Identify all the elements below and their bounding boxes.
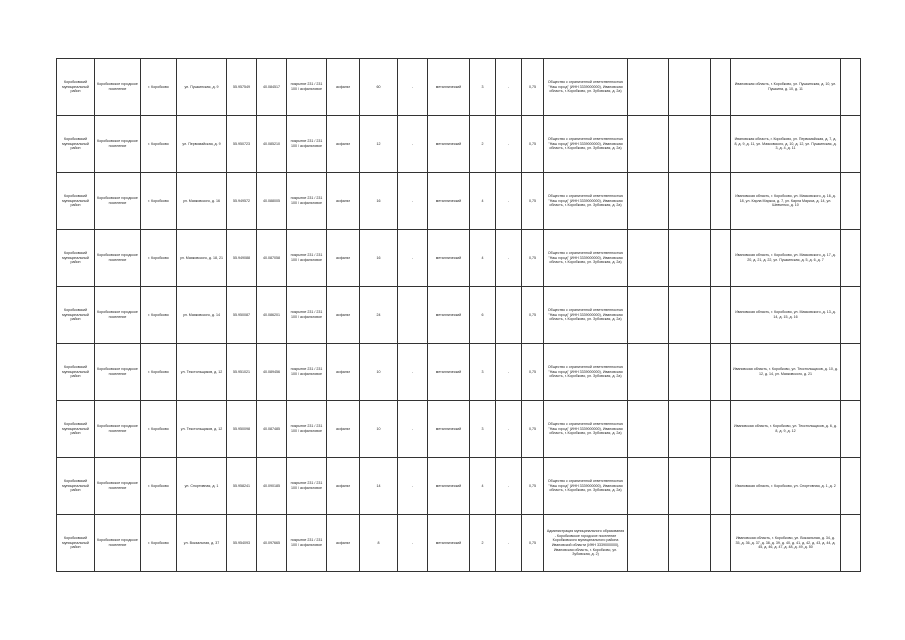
district-cell: Коробковский муниципальный район <box>57 230 95 287</box>
surface-cell: покрытие 231 / 231 100 / асфальтовое <box>287 515 327 572</box>
surface-type-cell: асфальт <box>327 59 360 116</box>
empty-cell <box>711 287 731 344</box>
table-row <box>57 116 861 173</box>
address-cell: ул. Спортивная, д. 1 <box>177 458 227 515</box>
placeholder-cell: - <box>496 116 522 173</box>
placeholder-cell: - <box>496 173 522 230</box>
placeholder-cell: - <box>496 515 522 572</box>
locality-cell: г. Коробково <box>141 116 177 173</box>
settlement-cell: Коробковское городское поселение <box>95 173 141 230</box>
area-cell: 12 <box>360 116 398 173</box>
area-cell: 14 <box>360 458 398 515</box>
latitude-cell: 55.950723 <box>227 116 257 173</box>
empty-cell <box>669 173 711 230</box>
placeholder-cell: - <box>398 116 428 173</box>
locality-cell: г. Коробково <box>141 59 177 116</box>
empty-cell <box>669 344 711 401</box>
longitude-cell: 40.088005 <box>257 173 287 230</box>
address-cell: ул. Вокзальная, д. 37 <box>177 515 227 572</box>
empty-cell <box>841 173 861 230</box>
placeholder-cell <box>398 287 428 344</box>
longitude-cell: 40.090185 <box>257 458 287 515</box>
placeholder-cell: - <box>398 173 428 230</box>
district-cell: Коробковский муниципальный район <box>57 401 95 458</box>
container-count-cell: 3 <box>470 59 496 116</box>
surface-cell: покрытие 231 / 231 100 / асфальтовое <box>287 230 327 287</box>
served-addresses-cell: Ивановская область, г. Коробково, ул. Пушкинская, д. 10, ул. Пушкина, д. 10, д. 11 <box>731 59 841 116</box>
placeholder-cell: - <box>398 458 428 515</box>
empty-cell <box>841 344 861 401</box>
district-cell: Коробковский муниципальный район <box>57 515 95 572</box>
empty-cell <box>711 401 731 458</box>
settlement-cell: Коробковское городское поселение <box>95 59 141 116</box>
served-addresses-cell: Ивановская область, г. Коробково, ул. Вокзальная, д. 34, д. 35, д. 36, д. 37, д. 38, д. 39, д. 40, д. 41, д. 42, д. 43, д. 44, д. 45, д. 46, д. 47, д. 48, д. 49, д. 50 <box>731 515 841 572</box>
empty-cell <box>841 401 861 458</box>
volume-cell: 0,75 <box>522 173 544 230</box>
surface-cell: покрытие 231 / 231 100 / асфальтовое <box>287 401 327 458</box>
district-cell: Коробковский муниципальный район <box>57 458 95 515</box>
area-cell: 16 <box>360 173 398 230</box>
placeholder-cell: - <box>496 230 522 287</box>
container-type-cell: металлический <box>428 515 470 572</box>
placeholder-cell <box>496 287 522 344</box>
container-type-cell: металлический <box>428 230 470 287</box>
container-count-cell: 2 <box>470 116 496 173</box>
empty-cell <box>841 59 861 116</box>
surface-cell: покрытие 231 / 231 100 / асфальтовое <box>287 116 327 173</box>
area-cell: 16 <box>360 230 398 287</box>
address-cell: ул. Маяковского, д. 18, 21 <box>177 230 227 287</box>
served-addresses-cell: Ивановская область, г. Коробково, ул. Маяковского, д. 13, д. 14, д. 15, д. 16 <box>731 287 841 344</box>
longitude-cell: 40.097665 <box>257 515 287 572</box>
container-count-cell: 4 <box>470 230 496 287</box>
empty-cell <box>711 515 731 572</box>
table-row <box>57 344 861 401</box>
owner-cell: Общество с ограниченной ответственностью "Наш город" (ИНН 3339000000), Ивановская область, г. Коробково, ул. Зубовская, д. 2а) <box>544 173 628 230</box>
container-type-cell: металлический <box>428 401 470 458</box>
empty-cell <box>628 116 669 173</box>
district-cell: Коробковский муниципальный район <box>57 287 95 344</box>
locality-cell: г. Коробково <box>141 401 177 458</box>
empty-cell <box>628 344 669 401</box>
empty-cell <box>841 458 861 515</box>
latitude-cell: 55.951021 <box>227 344 257 401</box>
container-count-cell: 4 <box>470 458 496 515</box>
empty-cell <box>711 344 731 401</box>
served-addresses-cell: Ивановская область, г. Коробково, ул. Маяковского, д. 17, д. 20, д. 21, д. 22, ул. Пушкинская, д. 5, д. 6, д. 7 <box>731 230 841 287</box>
table-row <box>57 401 861 458</box>
container-type-cell: металлический <box>428 173 470 230</box>
empty-cell <box>841 230 861 287</box>
district-cell: Коробковский муниципальный район <box>57 116 95 173</box>
owner-cell: Общество с ограниченной ответственностью "Наш город" (ИНН 3339000000), Ивановская область, г. Коробково, ул. Зубовская, д. 2а) <box>544 230 628 287</box>
empty-cell <box>669 59 711 116</box>
surface-type-cell: асфальт <box>327 458 360 515</box>
surface-type-cell: асфальт <box>327 173 360 230</box>
longitude-cell: 40.084517 <box>257 59 287 116</box>
served-addresses-cell: Ивановская область, г. Коробково, ул. Маяковского, д. 16, д. 18, ул. Карла Маркса, д. 7, ул. Карла Маркса, д. 14, ул. Шевченко, д. 10 <box>731 173 841 230</box>
surface-cell: покрытие 231 / 231 100 / асфальтовое <box>287 287 327 344</box>
placeholder-cell: - <box>398 344 428 401</box>
locality-cell: г. Коробково <box>141 287 177 344</box>
empty-cell <box>711 230 731 287</box>
district-cell: Коробковский муниципальный район <box>57 344 95 401</box>
district-cell: Коробковский муниципальный район <box>57 59 95 116</box>
settlement-cell: Коробковское городское поселение <box>95 230 141 287</box>
empty-cell <box>628 230 669 287</box>
volume-cell: 0,75 <box>522 59 544 116</box>
served-addresses-cell: Ивановская область, г. Коробково, ул. Первомайская, д. 7, д. 8, д. 9, д. 11, ул. Маяковского, д. 10, д. 12, ул. Пушкинская, д. 3, д. 4, д. 11 <box>731 116 841 173</box>
container-count-cell: 2 <box>470 515 496 572</box>
empty-cell <box>841 287 861 344</box>
settlement-cell: Коробковское городское поселение <box>95 287 141 344</box>
empty-cell <box>628 173 669 230</box>
longitude-cell: 40.085210 <box>257 116 287 173</box>
latitude-cell: 55.954093 <box>227 515 257 572</box>
longitude-cell: 40.087485 <box>257 401 287 458</box>
waste-sites-registry-table <box>56 58 861 572</box>
table-row <box>57 515 861 572</box>
empty-cell <box>841 116 861 173</box>
container-count-cell: 3 <box>470 401 496 458</box>
empty-cell <box>669 458 711 515</box>
owner-cell: Администрация муниципального образования - Коробковское городское поселение Коробковского муниципального района Ивановской области (ИНН 3339000000), Ивановская область, г. Коробково, ул. Зубовская, д. 2) <box>544 515 628 572</box>
owner-cell: Общество с ограниченной ответственностью "Наш город" (ИНН 3339000000), Ивановская область, г. Коробково, ул. Зубовская, д. 2а) <box>544 59 628 116</box>
surface-type-cell: асфальт <box>327 344 360 401</box>
empty-cell <box>711 173 731 230</box>
surface-cell: покрытие 231 / 231 100 / асфальтовое <box>287 59 327 116</box>
container-type-cell: металлический <box>428 344 470 401</box>
volume-cell: 0,75 <box>522 344 544 401</box>
surface-type-cell: асфальт <box>327 401 360 458</box>
locality-cell: г. Коробково <box>141 458 177 515</box>
container-type-cell: металлический <box>428 287 470 344</box>
empty-cell <box>628 401 669 458</box>
owner-cell: Общество с ограниченной ответственностью "Наш город" (ИНН 3339000000), Ивановская область, г. Коробково, ул. Зубовская, д. 2а) <box>544 401 628 458</box>
volume-cell: 0,75 <box>522 287 544 344</box>
address-cell: ул. Пушкинская, д. 9 <box>177 59 227 116</box>
latitude-cell: 55.957549 <box>227 59 257 116</box>
empty-cell <box>711 59 731 116</box>
container-count-cell: 4 <box>470 173 496 230</box>
area-cell: 60 <box>360 59 398 116</box>
served-addresses-cell: Ивановская область, г. Коробково, ул. Текстильщиков, д. 10, д. 12, д. 14, ул. Маяковского, д. 21 <box>731 344 841 401</box>
volume-cell: 0,75 <box>522 458 544 515</box>
address-cell: ул. Маяковского, д. 14 <box>177 287 227 344</box>
placeholder-cell: - <box>496 458 522 515</box>
settlement-cell: Коробковское городское поселение <box>95 515 141 572</box>
empty-cell <box>711 458 731 515</box>
longitude-cell: 40.086201 <box>257 287 287 344</box>
longitude-cell: 40.089456 <box>257 344 287 401</box>
address-cell: ул. Первомайская, д. 9 <box>177 116 227 173</box>
empty-cell <box>669 230 711 287</box>
surface-cell: покрытие 231 / 231 100 / асфальтовое <box>287 173 327 230</box>
area-cell: 10 <box>360 401 398 458</box>
placeholder-cell: - <box>398 230 428 287</box>
table-row <box>57 230 861 287</box>
empty-cell <box>669 401 711 458</box>
placeholder-cell: - <box>398 59 428 116</box>
surface-cell: покрытие 231 / 231 100 / асфальтовое <box>287 458 327 515</box>
table-row <box>57 458 861 515</box>
empty-cell <box>841 515 861 572</box>
empty-cell <box>628 287 669 344</box>
owner-cell: Общество с ограниченной ответственностью "Наш город" (ИНН 3339000000), Ивановская область, г. Коробково, ул. Зубовская, д. 2а) <box>544 116 628 173</box>
volume-cell: 0,75 <box>522 401 544 458</box>
owner-cell: Общество с ограниченной ответственностью "Наш город" (ИНН 3339000000), Ивановская область, г. Коробково, ул. Зубовская, д. 2а) <box>544 287 628 344</box>
volume-cell: 0,75 <box>522 230 544 287</box>
container-type-cell: металлический <box>428 458 470 515</box>
area-cell: 24 <box>360 287 398 344</box>
locality-cell: г. Коробково <box>141 173 177 230</box>
settlement-cell: Коробковское городское поселение <box>95 344 141 401</box>
placeholder-cell: - <box>496 401 522 458</box>
surface-type-cell: асфальт <box>327 287 360 344</box>
latitude-cell: 55.949088 <box>227 230 257 287</box>
empty-cell <box>669 287 711 344</box>
owner-cell: Общество с ограниченной ответственностью "Наш город" (ИНН 3339000000), Ивановская область, г. Коробково, ул. Зубовская, д. 2а) <box>544 344 628 401</box>
settlement-cell: Коробковское городское поселение <box>95 401 141 458</box>
surface-type-cell: асфальт <box>327 515 360 572</box>
container-type-cell: металлический <box>428 59 470 116</box>
locality-cell: г. Коробково <box>141 230 177 287</box>
latitude-cell: 55.950098 <box>227 401 257 458</box>
latitude-cell: 55.950087 <box>227 287 257 344</box>
container-type-cell: металлический <box>428 116 470 173</box>
placeholder-cell: - <box>496 59 522 116</box>
area-cell: 10 <box>360 344 398 401</box>
latitude-cell: 55.958241 <box>227 458 257 515</box>
placeholder-cell: - <box>496 344 522 401</box>
volume-cell: 0,75 <box>522 116 544 173</box>
address-cell: ул. Маяковского, д. 16 <box>177 173 227 230</box>
latitude-cell: 55.949572 <box>227 173 257 230</box>
owner-cell: Общество с ограниченной ответственностью "Наш город" (ИНН 3339000000), Ивановская область, г. Коробково, ул. Зубовская, д. 2а) <box>544 458 628 515</box>
longitude-cell: 40.087058 <box>257 230 287 287</box>
settlement-cell: Коробковское городское поселение <box>95 116 141 173</box>
empty-cell <box>628 59 669 116</box>
area-cell: 8 <box>360 515 398 572</box>
surface-type-cell: асфальт <box>327 230 360 287</box>
placeholder-cell: - <box>398 515 428 572</box>
locality-cell: г. Коробково <box>141 515 177 572</box>
locality-cell: г. Коробково <box>141 344 177 401</box>
container-count-cell: 3 <box>470 344 496 401</box>
empty-cell <box>669 116 711 173</box>
settlement-cell: Коробковское городское поселение <box>95 458 141 515</box>
table-row <box>57 173 861 230</box>
surface-cell: покрытие 231 / 231 100 / асфальтовое <box>287 344 327 401</box>
volume-cell: 0,75 <box>522 515 544 572</box>
served-addresses-cell: Ивановская область, г. Коробково, ул. Спортивная, д. 1, д. 2 <box>731 458 841 515</box>
district-cell: Коробковский муниципальный район <box>57 173 95 230</box>
empty-cell <box>628 458 669 515</box>
empty-cell <box>669 515 711 572</box>
empty-cell <box>711 116 731 173</box>
container-count-cell: 6 <box>470 287 496 344</box>
table-row <box>57 59 861 116</box>
address-cell: ул. Текстильщиков, д. 12 <box>177 401 227 458</box>
served-addresses-cell: Ивановская область, г. Коробково, ул. Текстильщиков, д. 6, д. 8, д. 9, д. 12 <box>731 401 841 458</box>
empty-cell <box>628 515 669 572</box>
surface-type-cell: асфальт <box>327 116 360 173</box>
address-cell: ул. Текстильщиков, д. 12 <box>177 344 227 401</box>
table-row <box>57 287 861 344</box>
placeholder-cell: - <box>398 401 428 458</box>
